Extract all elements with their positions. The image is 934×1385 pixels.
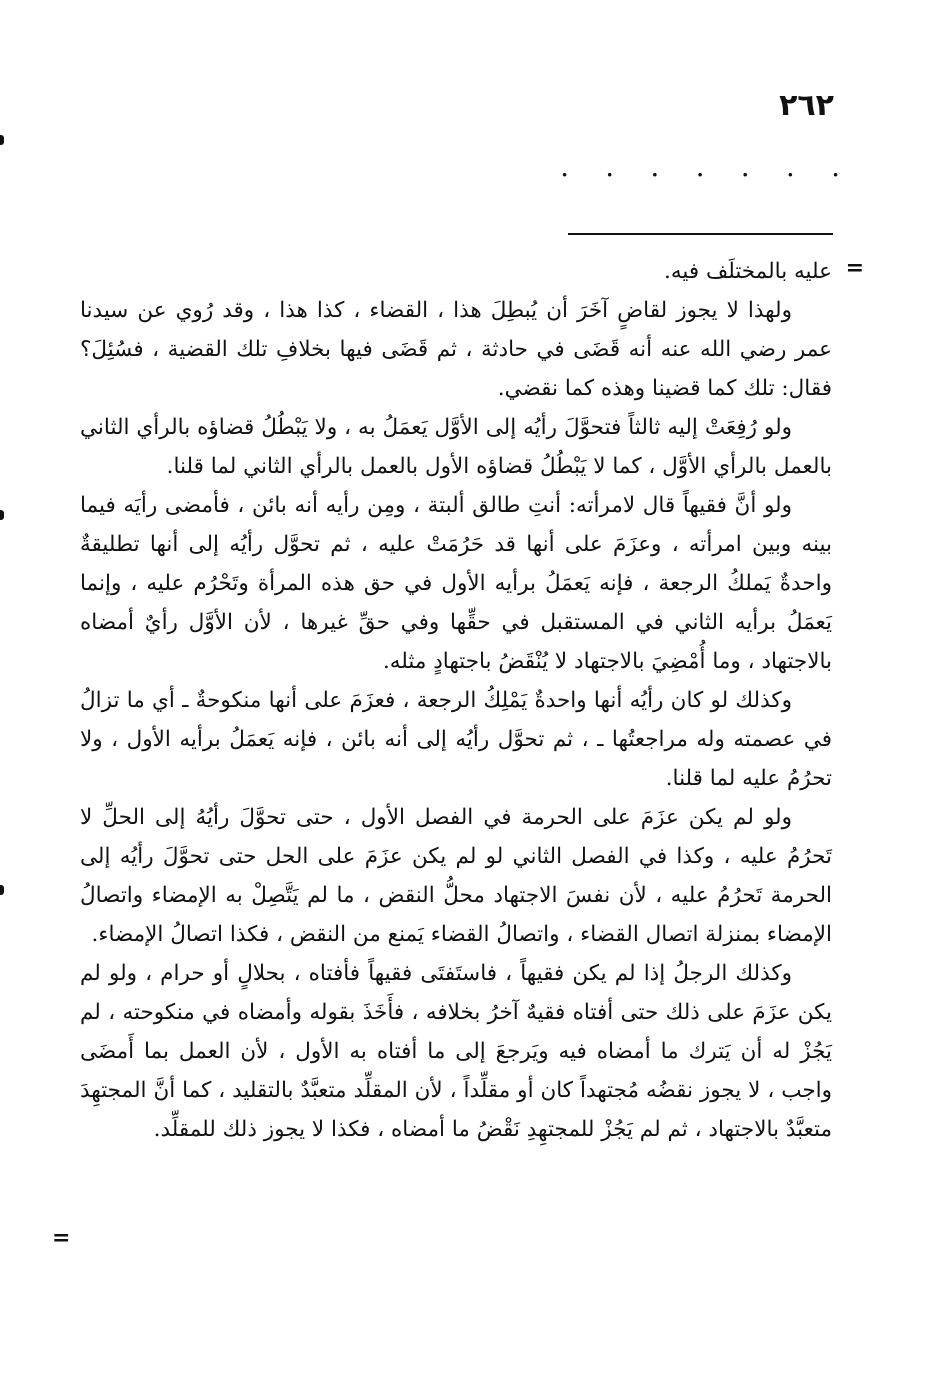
page-number: ٢٦٢ <box>779 88 834 123</box>
scan-margin-mark <box>0 135 4 145</box>
ellipsis-dot: . <box>695 150 705 183</box>
end-mark: = <box>52 1225 71 1251</box>
ellipsis-dot: . <box>785 150 795 183</box>
paragraph: ولو لم يكن عزَمَ على الحرمة في الفصل الأول ، حتى تحوَّلَ رأيُهُ إلى الحلِّ لا تَحرُمُ عليه ، وكذا في الفصل الثاني لو لم يكن عزَمَ على الحل حتى تحوَّلَ رأيُه إلى الحرمة تَحرُمُ عليه ، لأن نفسَ الاجتهاد محلُّ النقض ، ما لم يَتَّصِلْ به الإمضاء واتصالُ الإمضاء بمنزلة اتصال القضاء ، واتصالُ القضاء يَمنع من النقض ، فكذا اتصالُ الإمضاء. <box>80 805 832 947</box>
paragraph: وكذلك الرجلُ إذا لم يكن فقيهاً ، فاستَفتَى فقيهاً فأفتاه ، بحلالٍ أو حرام ، ولو لم يكن عزَمَ على ذلك حتى أفتاه فقيهٌ آخرُ بخلافه ، فأَخَذَ بقوله وأمضاه في منكوحته ، لم يَجُزْ له أن يَترك ما أمضاه فيه ويَرجعَ إلى ما أفتاه به الأول ، لأن العمل بما أَمضَى واجب ، لا يجوز نقضُه مُجتهداً كان أو مقلِّداً ، لأن المقلِّد متعبَّدٌ بالتقليد ، كما أنَّ المجتهِدَ متعبَّدٌ بالاجتهاد ، ثم لم يَجُزْ للمجتهِدِ نَقْضُ ما أمضاه ، فكذا لا يجوز ذلك للمقلِّد. <box>80 961 832 1142</box>
footnote-text <box>80 252 832 1149</box>
ellipsis-dot: . <box>650 150 660 183</box>
ellipsis-dot: . <box>560 150 569 183</box>
paragraph: ولو أنَّ فقيهاً قال لامرأته: أنتِ طالق ألبتة ، ومِن رأيه أنه بائن ، فأمضى رأيَه فيما بينه وبين امرأته ، وعزَمَ على أنها قد حَرُمَتْ عليه ، ثم تحوَّل رأيُه إلى أنها تطليقةٌ واحدةٌ يَملكُ الرجعة ، فإنه يَعمَلُ برأيه الأول في حق هذه المرأة وتَحْرُم عليه ، وإنما يَعمَلُ برأيه الثاني في المستقبل في حقِّها وفي حقِّ غيرها ، لأن الأوَّل رأيٌ أمضاه بالاجتهاد ، وما أُمْضِيَ بالاجتهاد لا يُنْقَضُ باجتهادٍ مثله. <box>80 493 832 674</box>
section-ellipsis <box>560 150 840 183</box>
ellipsis-dot: . <box>831 150 840 183</box>
continuation-mark: = <box>845 255 864 281</box>
paragraph: ولهذا لا يجوز لقاضٍ آخَرَ أن يُبطِلَ هذا ، القضاء ، كذا هذا ، وقد رُوي عن سيدنا عمر رضي الله عنه أنه قَضَى في حادثة ، ثم قَضَى فيها بخلافِ تلك القضية ، فسُئِلَ؟ فقال: تلك كما قضينا وهذه كما نقضي. <box>80 298 832 401</box>
ellipsis-dot: . <box>605 150 615 183</box>
paragraph: وكذلك لو كان رأيُه أنها واحدةٌ يَمْلِكُ الرجعة ، فعزَمَ على أنها منكوحةٌ ـ أي ما تزالُ في عصمته وله مراجعتُها ـ ، ثم تحوَّل رأيُه إلى أنه بائن ، فإنه يَعمَلُ برأيه الأول ، ولا تحرُمُ عليه لما قلنا. <box>80 688 832 791</box>
paragraph: عليه بالمختلَف فيه. <box>663 259 832 284</box>
paragraph: ولو رُفِعَتْ إليه ثالثاً فتحوَّلَ رأيُه إلى الأوَّل يَعمَلُ به ، ولا يَبْطُلُ قضاؤه بالرأي الثاني بالعمل بالرأي الأوَّل ، كما لا يَبْطُلُ قضاؤه الأول بالعمل بالرأي الثاني لما قلنا. <box>80 415 832 479</box>
footnote-separator-rule <box>568 233 833 235</box>
scan-margin-mark <box>0 885 4 895</box>
ellipsis-dot: . <box>740 150 750 183</box>
scan-margin-mark <box>0 510 4 520</box>
